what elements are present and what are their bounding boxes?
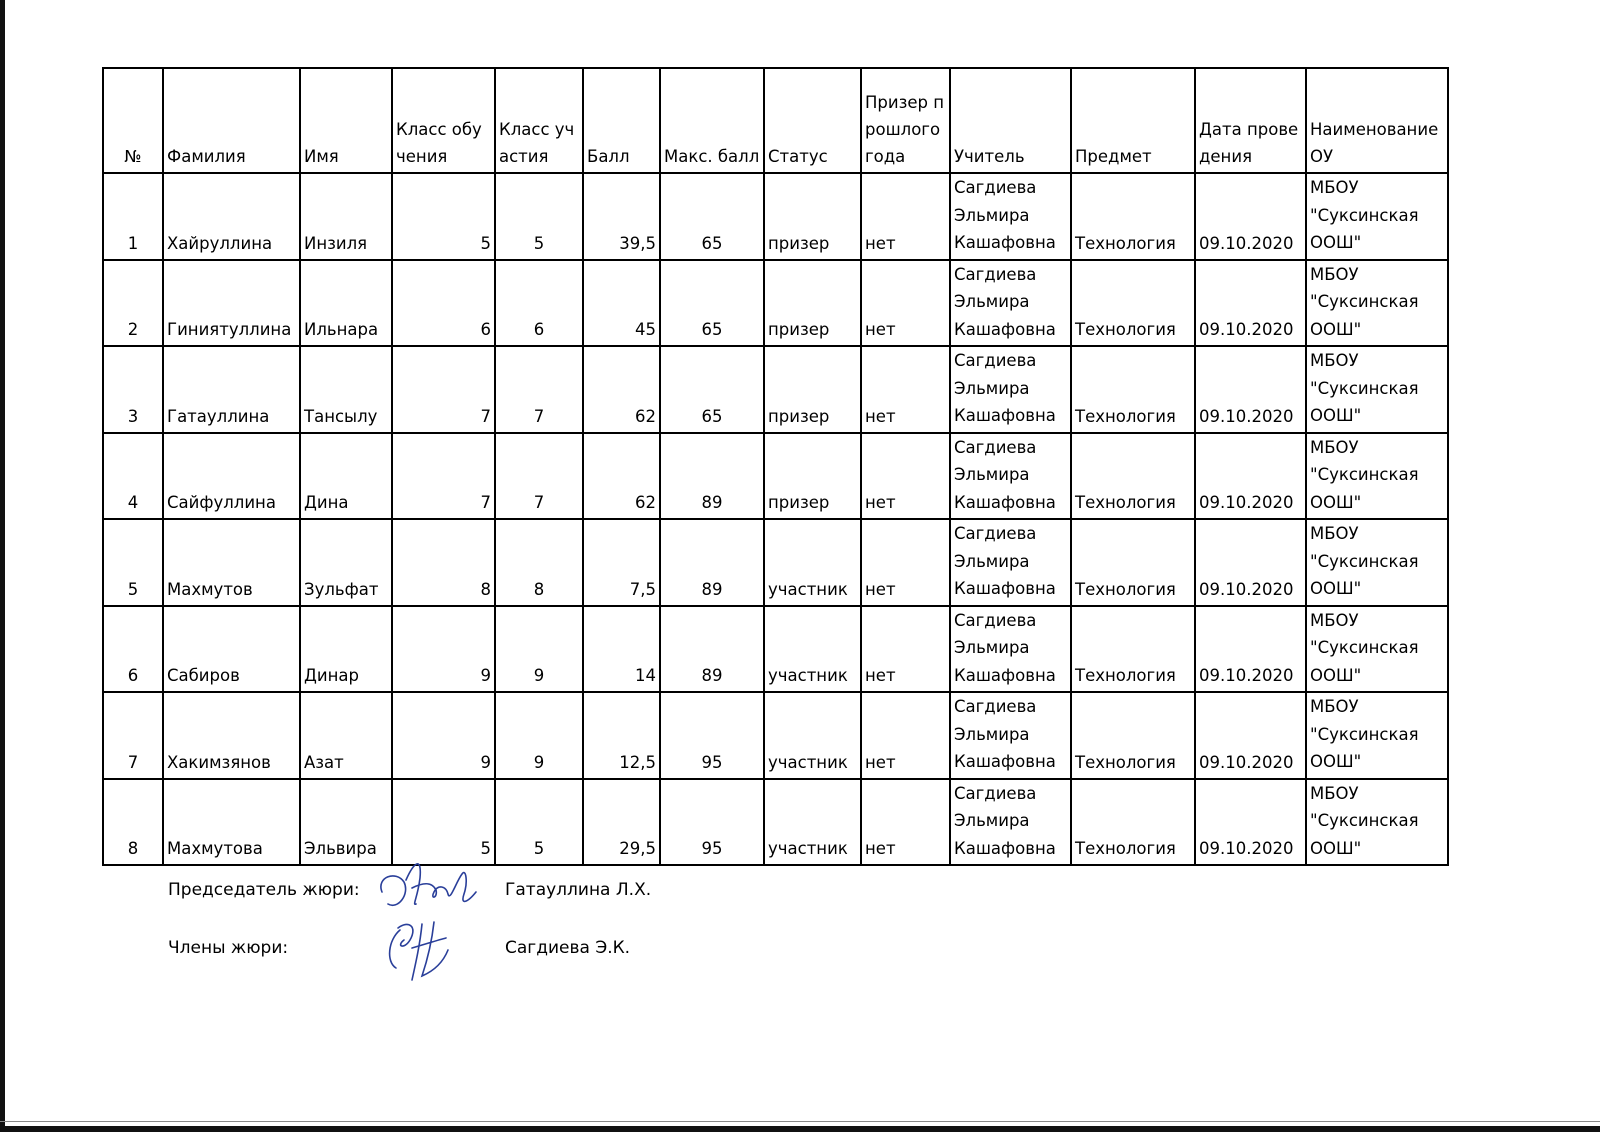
row-number-cell: 7 (103, 692, 163, 779)
max-score-cell: 95 (660, 692, 764, 779)
row-number-cell: 1 (103, 173, 163, 260)
max-score-cell: 95 (660, 779, 764, 866)
participation-grade-cell: 5 (495, 173, 583, 260)
chair-name: Гатауллина Л.Х. (505, 880, 652, 900)
table-row (103, 346, 1448, 433)
header-cell: Дата проведения (1195, 68, 1306, 173)
first-name-cell: Инзиля (300, 173, 392, 260)
table-row (103, 606, 1448, 693)
teacher-cell: Сагдиева Эльмира Кашафовна (950, 173, 1071, 260)
header-cell: Балл (583, 68, 660, 173)
teacher-cell: Сагдиева Эльмира Кашафовна (950, 779, 1071, 866)
header-cell: Учитель (950, 68, 1071, 173)
participation-grade-cell: 8 (495, 519, 583, 606)
table-body (103, 173, 1448, 865)
school-name-cell: МБОУ "Суксинская ООШ" (1306, 173, 1448, 260)
participation-grade-cell: 7 (495, 346, 583, 433)
row-number-cell: 3 (103, 346, 163, 433)
first-name-cell: Азат (300, 692, 392, 779)
date-cell: 09.10.2020 (1195, 519, 1306, 606)
teacher-cell: Сагдиева Эльмира Кашафовна (950, 692, 1071, 779)
study-grade-cell: 5 (392, 779, 495, 866)
status-cell: участник (764, 692, 861, 779)
score-cell: 39,5 (583, 173, 660, 260)
study-grade-cell: 9 (392, 692, 495, 779)
last-year-winner-cell: нет (861, 519, 950, 606)
last-year-winner-cell: нет (861, 779, 950, 866)
date-cell: 09.10.2020 (1195, 692, 1306, 779)
score-cell: 45 (583, 260, 660, 347)
last-year-winner-cell: нет (861, 173, 950, 260)
subject-cell: Технология (1071, 260, 1195, 347)
row-number-cell: 6 (103, 606, 163, 693)
score-cell: 62 (583, 346, 660, 433)
last-year-winner-cell: нет (861, 606, 950, 693)
first-name-cell: Ильнара (300, 260, 392, 347)
header-cell: Статус (764, 68, 861, 173)
study-grade-cell: 9 (392, 606, 495, 693)
score-cell: 62 (583, 433, 660, 520)
surname-cell: Хакимзянов (163, 692, 300, 779)
status-cell: призер (764, 346, 861, 433)
row-number-cell: 5 (103, 519, 163, 606)
table-row (103, 779, 1448, 866)
first-name-cell: Дина (300, 433, 392, 520)
last-year-winner-cell: нет (861, 692, 950, 779)
date-cell: 09.10.2020 (1195, 173, 1306, 260)
participation-grade-cell: 9 (495, 606, 583, 693)
scan-edge-bottom-line (0, 1121, 1600, 1122)
max-score-cell: 89 (660, 519, 764, 606)
participation-grade-cell: 9 (495, 692, 583, 779)
table-row (103, 260, 1448, 347)
table-row (103, 692, 1448, 779)
first-name-cell: Зульфат (300, 519, 392, 606)
teacher-cell: Сагдиева Эльмира Кашафовна (950, 606, 1071, 693)
study-grade-cell: 7 (392, 433, 495, 520)
table-row (103, 173, 1448, 260)
school-name-cell: МБОУ "Суксинская ООШ" (1306, 346, 1448, 433)
scan-edge-bottom (0, 1126, 1600, 1132)
header-cell: Призер прошлого года (861, 68, 950, 173)
subject-cell: Технология (1071, 692, 1195, 779)
subject-cell: Технология (1071, 519, 1195, 606)
surname-cell: Хайруллина (163, 173, 300, 260)
school-name-cell: МБОУ "Суксинская ООШ" (1306, 606, 1448, 693)
school-name-cell: МБОУ "Суксинская ООШ" (1306, 779, 1448, 866)
first-name-cell: Тансылу (300, 346, 392, 433)
surname-cell: Сайфуллина (163, 433, 300, 520)
header-cell: Макс. балл (660, 68, 764, 173)
table-row (103, 433, 1448, 520)
teacher-cell: Сагдиева Эльмира Кашафовна (950, 260, 1071, 347)
scan-edge-left (0, 0, 5, 1132)
surname-cell: Гиниятуллина (163, 260, 300, 347)
row-number-cell: 2 (103, 260, 163, 347)
school-name-cell: МБОУ "Суксинская ООШ" (1306, 692, 1448, 779)
max-score-cell: 89 (660, 606, 764, 693)
member-signature (382, 910, 472, 990)
subject-cell: Технология (1071, 779, 1195, 866)
school-name-cell: МБОУ "Суксинская ООШ" (1306, 433, 1448, 520)
date-cell: 09.10.2020 (1195, 606, 1306, 693)
header-cell: Имя (300, 68, 392, 173)
max-score-cell: 65 (660, 173, 764, 260)
table-row (103, 519, 1448, 606)
last-year-winner-cell: нет (861, 433, 950, 520)
school-name-cell: МБОУ "Суксинская ООШ" (1306, 519, 1448, 606)
study-grade-cell: 5 (392, 173, 495, 260)
header-row (103, 68, 1448, 173)
results-table (102, 67, 1449, 866)
subject-cell: Технология (1071, 173, 1195, 260)
status-cell: участник (764, 779, 861, 866)
status-cell: участник (764, 606, 861, 693)
status-cell: призер (764, 260, 861, 347)
date-cell: 09.10.2020 (1195, 346, 1306, 433)
subject-cell: Технология (1071, 433, 1195, 520)
subject-cell: Технология (1071, 606, 1195, 693)
teacher-cell: Сагдиева Эльмира Кашафовна (950, 433, 1071, 520)
date-cell: 09.10.2020 (1195, 779, 1306, 866)
chair-label: Председатель жюри: (168, 880, 360, 900)
score-cell: 7,5 (583, 519, 660, 606)
score-cell: 12,5 (583, 692, 660, 779)
row-number-cell: 4 (103, 433, 163, 520)
teacher-cell: Сагдиева Эльмира Кашафовна (950, 346, 1071, 433)
status-cell: призер (764, 173, 861, 260)
header-cell: № (103, 68, 163, 173)
participation-grade-cell: 6 (495, 260, 583, 347)
participation-grade-cell: 7 (495, 433, 583, 520)
header-cell: Наименование ОУ (1306, 68, 1448, 173)
date-cell: 09.10.2020 (1195, 433, 1306, 520)
score-cell: 29,5 (583, 779, 660, 866)
max-score-cell: 65 (660, 260, 764, 347)
subject-cell: Технология (1071, 346, 1195, 433)
row-number-cell: 8 (103, 779, 163, 866)
surname-cell: Махмутова (163, 779, 300, 866)
last-year-winner-cell: нет (861, 260, 950, 347)
date-cell: 09.10.2020 (1195, 260, 1306, 347)
members-label: Члены жюри: (168, 938, 289, 958)
members-name: Сагдиева Э.К. (505, 938, 631, 958)
last-year-winner-cell: нет (861, 346, 950, 433)
max-score-cell: 65 (660, 346, 764, 433)
header-cell: Фамилия (163, 68, 300, 173)
surname-cell: Гатауллина (163, 346, 300, 433)
surname-cell: Махмутов (163, 519, 300, 606)
school-name-cell: МБОУ "Суксинская ООШ" (1306, 260, 1448, 347)
study-grade-cell: 7 (392, 346, 495, 433)
header-cell: Класс участия (495, 68, 583, 173)
score-cell: 14 (583, 606, 660, 693)
max-score-cell: 89 (660, 433, 764, 520)
surname-cell: Сабиров (163, 606, 300, 693)
participation-grade-cell: 5 (495, 779, 583, 866)
first-name-cell: Эльвира (300, 779, 392, 866)
status-cell: призер (764, 433, 861, 520)
study-grade-cell: 8 (392, 519, 495, 606)
study-grade-cell: 6 (392, 260, 495, 347)
header-cell: Класс обучения (392, 68, 495, 173)
teacher-cell: Сагдиева Эльмира Кашафовна (950, 519, 1071, 606)
header-cell: Предмет (1071, 68, 1195, 173)
status-cell: участник (764, 519, 861, 606)
first-name-cell: Динар (300, 606, 392, 693)
